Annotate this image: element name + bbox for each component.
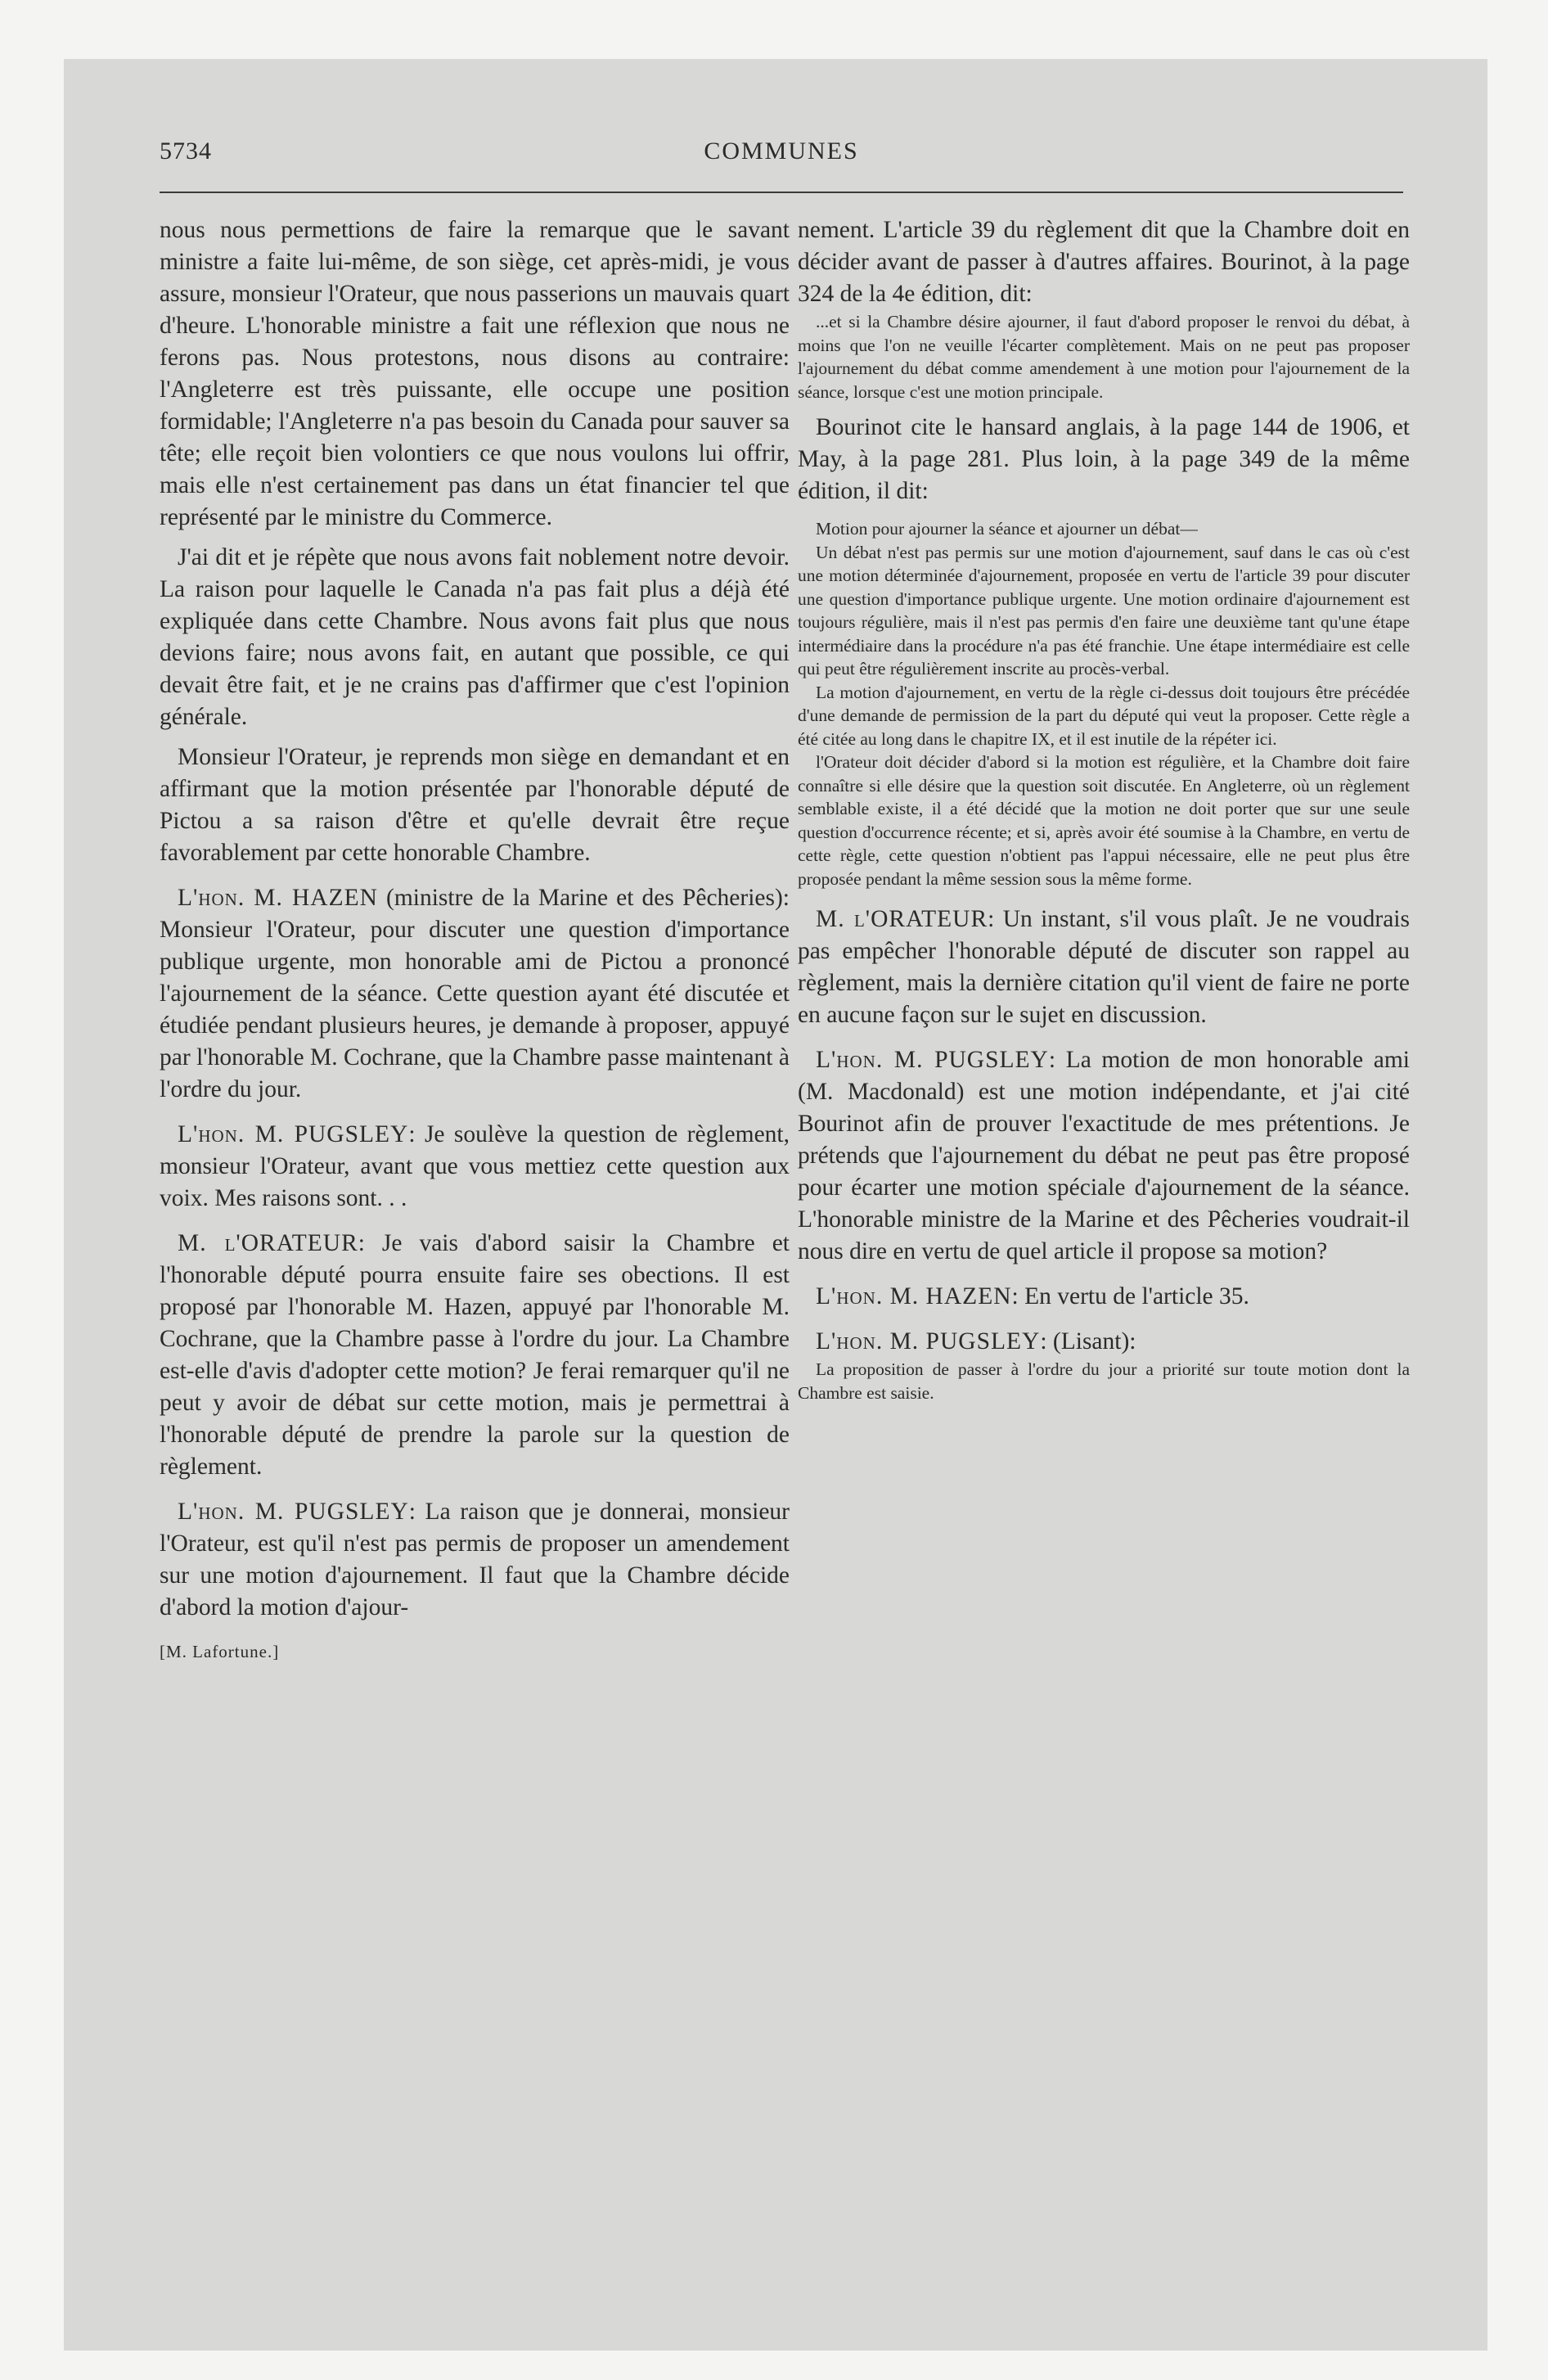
speech-paragraph: [798, 1281, 1410, 1313]
right-column: [798, 214, 1410, 1404]
signature: [M. Lafortune.]: [160, 1642, 280, 1661]
speaker-name: L'hon. M. HAZEN: [178, 885, 378, 911]
header-rule: [160, 192, 1403, 193]
paragraph: nement. L'article 39 du règlement dit que la Chambre doit en décider avant de passer à d'autres affaires. Bourinot, à la page 324 de la 4e édition, dit:: [798, 217, 1410, 307]
speech-paragraph: [798, 904, 1410, 1031]
speech-text: : Je vais d'abord saisir la Chambre et l'honorable député pourra ensuite faire ses obections. Il est proposé par l'honorable M. Hazen, appuyé par l'honorable M. Cochrane, que la Chambre passe à l'ordre du jour. La Chambre est-elle d'avis d'adopter cette motion? Je ferai remarquer qu'il ne peut y avoir de débat sur cette motion, mais je permettrai à l'honorable député de prendre la parole sur la question de règlement.: [160, 1230, 790, 1480]
paragraph: Bourinot cite le hansard anglais, à la page 144 de 1906, et May, à la page 281. Plus loin, à la page 349 de la même édition, il dit:: [798, 414, 1410, 504]
speech-text: : La motion de mon honorable ami (M. Macdonald) est une motion indépendante, et j'ai cité Bourinot afin de prouver l'exactitude de mes prétentions. Je prétends que l'ajournement du débat ne peut pas être proposé pour écarter une motion spéciale d'ajournement de la séance. L'honorable ministre de la Marine et des Pêcheries voudrait-il nous dire en vertu de quel article il propose sa motion?: [798, 1047, 1410, 1264]
speech-paragraph: [160, 882, 790, 1106]
speaker-name: L'hon. M. PUGSLEY: [178, 1499, 409, 1525]
speech-text: : Un instant, s'il vous plaît. Je ne voudrais pas empêcher l'honorable député de discuter son rappel au règlement, mais la dernière citation qu'il vient de faire ne porte en aucune façon sur le sujet en discussion.: [798, 906, 1410, 1028]
block-quote: Motion pour ajourner la séance et ajourner un débat—: [816, 519, 1198, 539]
paragraph: Monsieur l'Orateur, je reprends mon siège en demandant et en affirmant que la motion présentée par l'honorable député de Pictou a sa raison d'être et qu'elle devrait être reçue favorablement par cette honorable Chambre.: [160, 744, 790, 866]
speech-paragraph: [798, 1044, 1410, 1268]
speech-paragraph: [160, 1119, 790, 1215]
speaker-name: M. l'ORATEUR: [816, 906, 988, 932]
block-quote: La motion d'ajournement, en vertu de la règle ci-dessus doit toujours être précédée d'une demande de permission de la part du député qui veut la proposer. Cette règle a été citée au long dans le chapitre IX, et il est inutile de la répéter ici.: [798, 682, 1410, 749]
speaker-name: L'hon. M. PUGSLEY: [816, 1047, 1049, 1073]
speaker-name: L'hon. M. HAZEN: [816, 1283, 1012, 1309]
speech-text: : Je soulève la question de règlement, monsieur l'Orateur, avant que vous mettiez cette question aux voix. Mes raisons sont. . .: [160, 1121, 790, 1211]
page-header: [160, 137, 1403, 178]
speech-paragraph: [160, 1496, 790, 1624]
block-quote: Un débat n'est pas permis sur une motion d'ajournement, sauf dans le cas où c'est une motion déterminée d'ajournement, proposée en vertu de l'article 39 pour discuter une question d'importance publique urgente. Une motion ordinaire d'ajournement est toujours régulière, mais il n'est pas permis d'en faire une deuxième tant qu'une étape intermédiaire dans la procédure n'a pas été franchie. Une étape intermédiaire est celle qui peut être régulièrement inscrite au procès-verbal.: [798, 542, 1410, 678]
speech-paragraph: [798, 1326, 1410, 1358]
block-quote: l'Orateur doit décider d'abord si la motion est régulière, et la Chambre doit faire connaître si elle désire que la question soit discutée. En Angleterre, où un règlement semblable existe, il a été décidé que la motion ne doit porter que sur une seule question d'occurrence récente; et si, après avoir été soumise à la Chambre, en vertu de cette règle, cette question n'obtient pas l'appui nécessaire, elle ne peut plus être proposée pendant la même session sous la même forme.: [798, 752, 1410, 889]
speech-text: : La raison que je donnerai, monsieur l'Orateur, est qu'il n'est pas permis de proposer un amendement sur une motion d'ajournement. Il faut que la Chambre décide d'abord la motion d'ajour-: [160, 1499, 790, 1620]
speaker-name: L'hon. M. PUGSLEY: [178, 1121, 409, 1147]
speech-text: (ministre de la Marine et des Pêcheries): Monsieur l'Orateur, pour discuter une question d'importance publique urgente, mon honorable ami de Pictou a prononcé l'ajournement de la séance. Cette question ayant été discutée et étudiée pendant plusieurs heures, je demande à proposer, appuyé par l'honorable M. Cochrane, que la Chambre passe maintenant à l'ordre du jour.: [160, 885, 790, 1102]
speaker-name: M. l'ORATEUR: [178, 1230, 358, 1256]
speech-text: : En vertu de l'article 35.: [1011, 1283, 1249, 1309]
speech-paragraph: [160, 1228, 790, 1483]
running-head: COMMUNES: [704, 137, 859, 165]
paragraph: nous nous permettions de faire la remarque que le savant ministre a faite lui-même, de son siège, cet après-midi, je vous assure, monsieur l'Orateur, que nous passerions un mauvais quart d'heure. L'honorable ministre a fait une réflexion que nous ne ferons pas. Nous protestons, nous disons au contraire: l'Angleterre est très puissante, elle occupe une position formidable; l'Angleterre n'a pas besoin du Canada pour sauver sa tête; elle reçoit bien volontiers ce que nous voulons lui offrir, mais elle n'est certainement pas dans un état financier tel que représenté par le ministre du Commerce.: [160, 217, 790, 530]
block-quote: ...et si la Chambre désire ajourner, il faut d'abord proposer le renvoi du débat, à moins que l'on ne veuille l'écarter complètement. Mais on ne peut pas proposer l'ajournement du débat comme amendement à une motion pour l'ajournement de la séance, lorsque c'est une motion principale.: [798, 312, 1410, 402]
paragraph: J'ai dit et je répète que nous avons fait noblement notre devoir. La raison pour laquelle le Canada n'a pas fait plus a déjà été expliquée dans cette Chambre. Nous avons fait plus que nous devions faire; nous avons fait, en autant que possible, ce qui devait être fait, et je ne crains pas d'affirmer que c'est l'opinion générale.: [160, 544, 790, 730]
speaker-name: L'hon. M. PUGSLEY: [816, 1328, 1041, 1355]
page-number: 5734: [160, 137, 212, 165]
left-column: [160, 214, 790, 1662]
speech-text: : (Lisant):: [1040, 1328, 1136, 1355]
block-quote: La proposition de passer à l'ordre du jour a priorité sur toute motion dont la Chambre est saisie.: [798, 1359, 1410, 1403]
